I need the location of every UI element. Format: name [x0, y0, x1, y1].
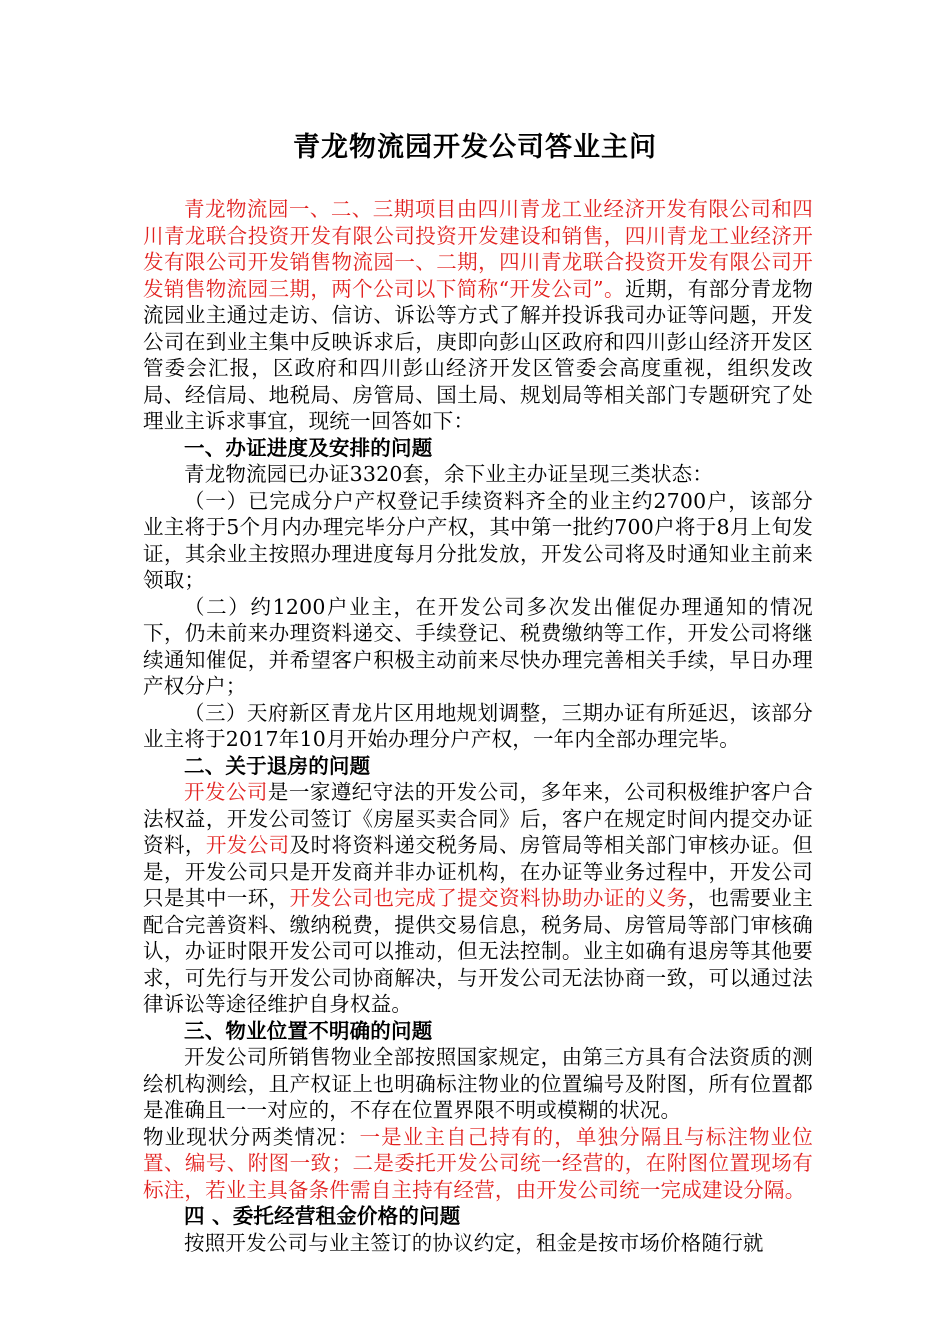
- section-3-paragraph-1: 开发公司所销售物业全部按照国家规定，由第三方具有合法资质的测绘机构测绘，且产权证上也明确标注物业的位置编号及附图，所有位置都是准确且一一对应的，不存在位置界限不明或模糊的状况。: [143, 1045, 813, 1122]
- intro-highlight-text: 青龙物流园一、二、三期项目由四川青龙工业经济开发有限公司和四川青龙联合投资开发有限公司投资开发建设和销售，四川青龙工业经济开发有限公司开发销售物流园一、二期，四川青龙联合投资开发有限公司开发销售物流园三期，两个公司以下简称“开发公司”。: [143, 197, 813, 301]
- highlight-text-2: 开发公司: [205, 833, 290, 857]
- section-1-paragraph-4: （三）天府新区青龙片区用地规划调整，三期办证有所延迟，该部分业主将于2017年10月开始办理分户产权，一年内全部办理完毕。: [143, 700, 813, 751]
- document-title: 青龙物流园开发公司答业主问: [293, 132, 657, 163]
- section-2-text-3: ，也需要业主配合完善资料、缴纳税费，提供交易信息，税务局、房管局等部门审核确认，办证时限开发公司可以推动，但无法控制。业主如确有退房等其他要求，可先行与开发公司协商解决，与开发公司无法协商一致，可以通过法律诉讼等途径维护自身权益。: [143, 886, 814, 1016]
- section-1-heading: 一、办证进度及安排的问题: [184, 435, 433, 460]
- intro-paragraph: [143, 196, 813, 435]
- section-2-heading: 二、关于退房的问题: [184, 753, 371, 778]
- section-1-paragraph-1: 青龙物流园已办证3320套，余下业主办证呈现三类状态：: [184, 462, 714, 486]
- section-4-heading: 四 、委托经营租金价格的问题: [184, 1204, 461, 1228]
- section-3-text: 物业现状分两类情况：: [143, 1124, 360, 1149]
- section-4-paragraph-1: 按照开发公司与业主签订的协议约定，租金是按市场价格随行就: [184, 1230, 764, 1255]
- section-2-text-2: 及时将资料递交税务局、房管局等相关部门审核办证。但是，开发公司只是开发商并非办证机构，在办证等业务过程中，开发公司只是其中一环，: [143, 833, 813, 910]
- document-body: [143, 196, 813, 1256]
- highlight-text-1: 开发公司: [184, 780, 268, 804]
- intro-text: 近期，有部分青龙物流园业主通过走访、信访、诉讼等方式了解并投诉我司办证等问题，开发公司在到业主集中反映诉求后，庚即向彭山区政府和四川彭山经济开发区管委会汇报，区政府和四川彭山经济开发区管委会高度重视，组织发改局、经信局、地税局、房管局、国土局、规划局等相关部门专题研究了处理业主诉求事宜，现统一回答如下：: [143, 276, 813, 433]
- section-1-paragraph-2: （一）已完成分户产权登记手续资料齐全的业主约2700户，该部分业主将于5个月内办理完毕分户产权，其中第一批约700户将于8月上旬发证，其余业主按照办理进度每月分批发放，开发公司将及时通知业主前来领取；: [143, 488, 813, 592]
- section-2-text-1: 是一家遵纪守法的开发公司，多年来，公司积极维护客户合法权益，开发公司签订《房屋买卖合同》后，客户在规定时间内提交办证资料，: [143, 780, 813, 857]
- highlight-text-3: 开发公司也完成了提交资料协助办证的义务: [289, 886, 688, 910]
- section-3-paragraph-2: [143, 1124, 813, 1204]
- section-1-paragraph-3: （二）约1200户业主，在开发公司多次发出催促办理通知的情况下，仍未前来办理资料递交、手续登记、税费缴纳等工作，开发公司将继续通知催促，并希望客户积极主动前来尽快办理完善相关手续，早日办理产权分户；: [143, 594, 813, 698]
- section-2-paragraph: [143, 779, 813, 1018]
- section-3-heading: 三、物业位置不明确的问题: [184, 1018, 433, 1043]
- section-3-highlight-text: 一是业主自己持有的，单独分隔且与标注物业位置、编号、附图一致；二是委托开发公司统一经营的，在附图位置现场有标注，若业主具备条件需自主持有经营，由开发公司统一完成建设分隔。: [143, 1124, 814, 1202]
